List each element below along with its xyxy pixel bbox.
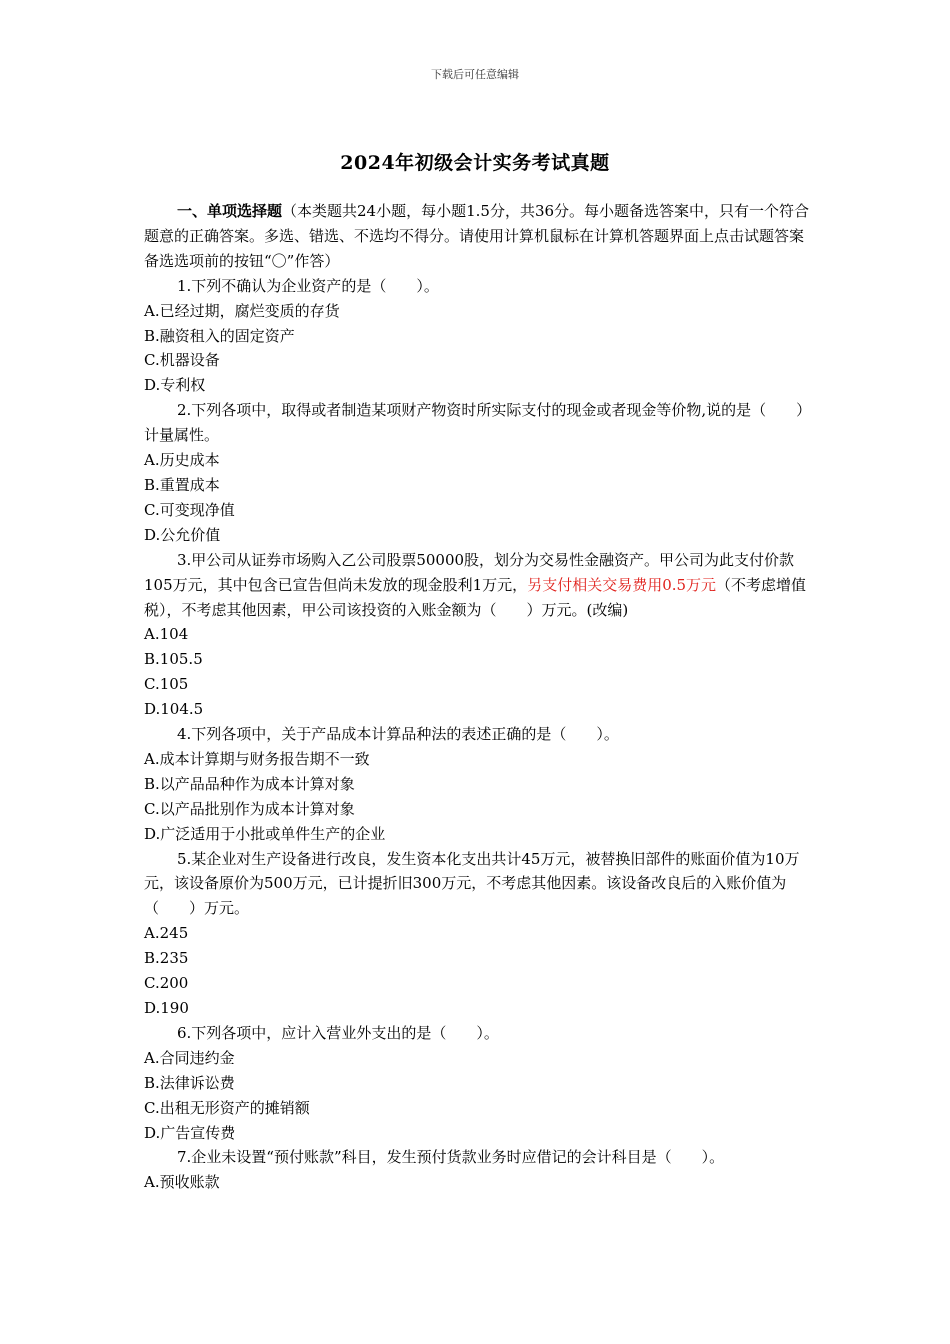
header-note: 下载后可任意编辑: [431, 68, 519, 81]
question-6-option-a: A.合同违约金: [144, 1048, 235, 1067]
question-7-stem: 7.企业未设置“预付账款”科目，发生预付货款业务时应借记的会计科目是（ ）。: [177, 1148, 725, 1167]
question-5-option-b: B.235: [144, 949, 189, 968]
question-6-option-c: C.出租无形资产的摊销额: [144, 1098, 310, 1117]
question-1-option-a: A.已经过期，腐烂变质的存货: [144, 301, 340, 320]
question-7-option-a: A.预收账款: [144, 1173, 220, 1192]
question-3-option-c: C.105: [144, 675, 189, 694]
question-1-option-c: C.机器设备: [144, 351, 220, 370]
question-3-stem: [144, 548, 810, 623]
question-5-option-c: C.200: [144, 974, 189, 993]
question-5-option-a: A.245: [144, 924, 189, 943]
question-1-stem: 1.下列不确认为企业资产的是（ ）。: [177, 276, 439, 295]
question-3-highlight: 另支付相关交易费用0.5万元: [527, 575, 717, 594]
question-2-stem: 2.下列各项中，取得或者制造某项财产物资时所实际支付的现金或者现金等价物,说的是（ ）计量属性。: [144, 401, 804, 445]
question-5-stem: 5.某企业对生产设备进行改良，发生资本化支出共计45万元，被替换旧部件的账面价值为10万元，该设备原价为500万元，已计提折旧300万元，不考虑其他因素。该设备改良后的入账价值为（ ）万元。: [144, 849, 800, 918]
question-2-option-c: C.可变现净值: [144, 500, 235, 519]
section-heading: 一、单项选择题: [177, 202, 283, 220]
question-4-stem: 4.下列各项中，关于产品成本计算品种法的表述正确的是（ ）。: [177, 725, 619, 744]
section-intro: [144, 199, 810, 274]
question-1-option-b: B.融资租入的固定资产: [144, 326, 295, 345]
question-1-option-d: D.专利权: [144, 376, 206, 395]
question-3-option-a: A.104: [144, 625, 189, 644]
question-4-option-d: D.广泛适用于小批或单件生产的企业: [144, 824, 386, 843]
question-2-option-a: A.历史成本: [144, 451, 220, 470]
question-2-option-d: D.公允价值: [144, 525, 221, 544]
question-4-option-c: C.以产品批别作为成本计算对象: [144, 799, 355, 818]
question-3-option-b: B.105.5: [144, 650, 203, 669]
question-6-option-d: D.广告宣传费: [144, 1123, 236, 1142]
section-instructions: （本类题共24小题，每小题1.5分，共36分。每小题备选答案中，只有一个符合题意的正确答案。多选、错选、不选均不得分。请使用计算机鼠标在计算机答题界面上点击试题答案备选选项前的按钮“〇”作答）: [144, 202, 810, 270]
question-6-stem: 6.下列各项中，应计入营业外支出的是（ ）。: [177, 1023, 499, 1042]
question-3-stem-after: （不考虑增值税），不考虑其他因素，甲公司该投资的入账金额为（ ）万元。(改编): [144, 575, 807, 619]
question-5-option-d: D.190: [144, 999, 189, 1017]
question-3-option-d: D.104.5: [144, 700, 204, 719]
question-6-option-b: B.法律诉讼费: [144, 1073, 235, 1092]
question-4-option-b: B.以产品品种作为成本计算对象: [144, 774, 355, 793]
question-4-option-a: A.成本计算期与财务报告期不一致: [144, 749, 370, 768]
document-body: [144, 199, 810, 1195]
question-3-stem-before: 3.甲公司从证券市场购入乙公司股票50000股，划分为交易性金融资产。甲公司为此支付价款105万元，其中包含已宣告但尚未发放的现金股利1万元，: [144, 550, 795, 594]
question-2-option-b: B.重置成本: [144, 475, 220, 494]
page-title: 2024年初级会计实务考试真题: [340, 152, 610, 174]
